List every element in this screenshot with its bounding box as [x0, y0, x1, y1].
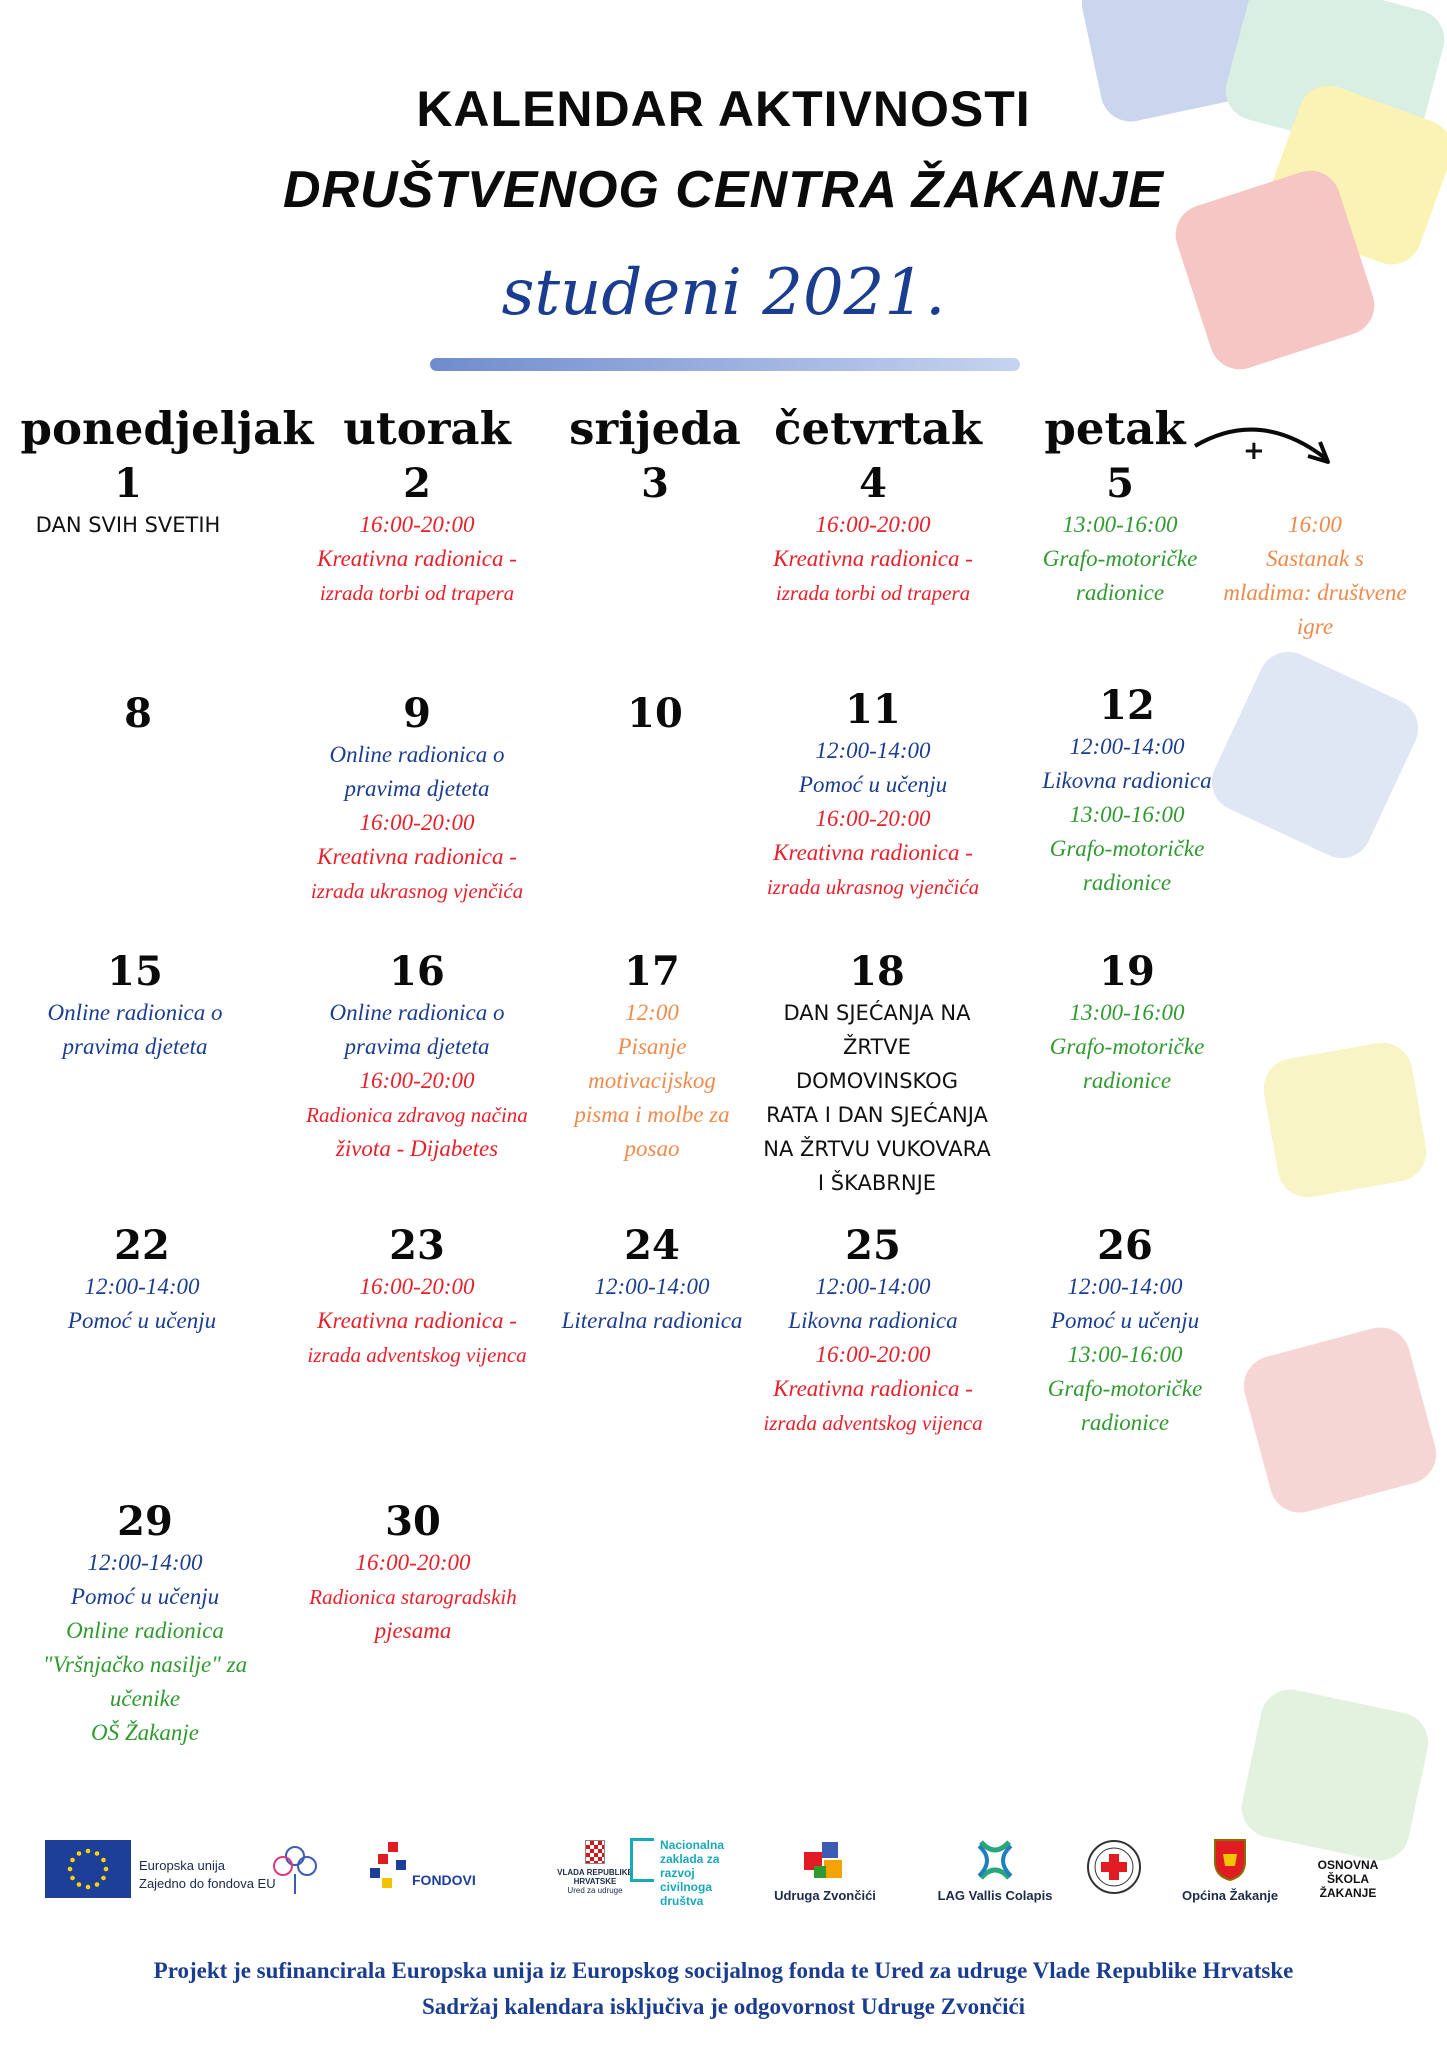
puzzle-icon — [802, 1838, 848, 1882]
day-number: 10 — [627, 690, 683, 737]
day-number: 11 — [845, 686, 901, 733]
lag-caption: LAG Vallis Colapis — [937, 1888, 1053, 1903]
day-number: 5 — [1106, 460, 1134, 507]
event-line: pjesama — [374, 1618, 452, 1643]
event-line: ŽRTVE — [843, 1035, 911, 1059]
event-line: DOMOVINSKOG — [795, 1069, 958, 1093]
day-cell — [8, 690, 268, 738]
event-line: Grafo-motoričke — [1047, 1376, 1203, 1401]
event-line: 12:00 — [625, 1000, 679, 1025]
event-line: Kreativna radionica - — [773, 546, 973, 571]
day-cell — [995, 1222, 1255, 1440]
puzzle-piece-yellow-mid — [1259, 1038, 1431, 1202]
plus-sign: + — [1243, 436, 1265, 466]
coat-of-arms-icon — [1213, 1838, 1247, 1882]
calendar-title: KALENDAR AKTIVNOSTI — [416, 81, 1031, 137]
event-line: Pisanje — [617, 1034, 687, 1059]
day-cell — [743, 1222, 1003, 1440]
fondovi-logo — [370, 1838, 490, 1938]
event-line: 12:00-14:00 — [815, 738, 931, 763]
event-line: Kreativna radionica - — [773, 840, 973, 865]
red-cross-icon — [1085, 1838, 1143, 1896]
weekday-thursday: četvrtak — [774, 402, 982, 455]
nzrcd-caption-3: razvoj — [660, 1866, 695, 1880]
event-line: 16:00-20:00 — [355, 1550, 471, 1575]
weekend-cell — [1185, 508, 1445, 644]
event-line: 13:00-16:00 — [1062, 512, 1178, 537]
day-cell — [287, 948, 547, 1166]
day-number: 15 — [107, 948, 163, 995]
event-line: RATA I DAN SJEĆANJA — [766, 1103, 988, 1127]
event-line: radionice — [1075, 580, 1165, 605]
nzrcd-caption-5: društva — [660, 1894, 704, 1908]
day-number: 30 — [385, 1498, 441, 1545]
day-number: 8 — [124, 690, 152, 737]
event-line: igre — [1296, 614, 1334, 639]
event-line: pravima djeteta — [344, 1034, 490, 1059]
event-line: radionice — [1082, 1068, 1172, 1093]
event-line: Likovna radionica — [1042, 768, 1212, 793]
nzrcd-caption — [660, 1838, 724, 1908]
event-line: 16:00-20:00 — [359, 1068, 475, 1093]
event-line: izrada adventskog vijenca — [763, 1411, 983, 1435]
lag-leaf-icon — [975, 1838, 1015, 1882]
event-line: 12:00-14:00 — [1067, 1274, 1183, 1299]
event-line: radionice — [1080, 1410, 1170, 1435]
event-line: Online radionica — [66, 1618, 224, 1643]
day-cell — [287, 690, 547, 908]
event-line: 16:00-20:00 — [815, 806, 931, 831]
weekday-monday: ponedjeljak — [20, 402, 314, 455]
event-line: OŠ Žakanje — [91, 1720, 199, 1745]
opcina-logo — [1170, 1838, 1290, 1938]
day-number: 19 — [1099, 948, 1155, 995]
day-number: 1 — [114, 460, 142, 507]
event-line: učenike — [109, 1686, 181, 1711]
day-number: 26 — [1097, 1222, 1153, 1269]
event-line: Kreativna radionica - — [773, 1376, 973, 1401]
event-line: Kreativna radionica - — [317, 1308, 517, 1333]
event-line: I ŠKABRNJE — [817, 1171, 937, 1195]
zvoncici-logo — [770, 1838, 880, 1938]
event-line: Kreativna radionica - — [317, 844, 517, 869]
month-heading: studeni 2021. — [501, 256, 946, 330]
event-line: Online radionica o — [329, 742, 505, 767]
event-line: izrada torbi od trapera — [775, 581, 971, 605]
day-cell — [287, 460, 547, 610]
eu-caption-1: Europska unija — [139, 1858, 225, 1873]
lag-logo — [930, 1838, 1060, 1938]
opcina-caption: Općina Žakanje — [1181, 1888, 1279, 1903]
event-line: života - Dijabetes — [335, 1136, 499, 1161]
day-number: 2 — [403, 460, 431, 507]
event-line: 12:00-14:00 — [594, 1274, 710, 1299]
flower-logo — [265, 1838, 325, 1938]
event-line: Online radionica o — [47, 1000, 223, 1025]
event-line: izrada adventskog vijenca — [307, 1343, 527, 1367]
event-line: posao — [624, 1136, 680, 1161]
fondovi-mark-icon — [370, 1842, 415, 1892]
nzrcd-caption-1: Nacionalna — [660, 1838, 725, 1852]
event-line: 16:00-20:00 — [359, 810, 475, 835]
day-cell — [0, 460, 258, 542]
event-line: Pomoć u učenju — [70, 1584, 220, 1609]
event-line: 12:00-14:00 — [87, 1550, 203, 1575]
decorative-divider — [430, 358, 1020, 371]
event-line: 16:00-20:00 — [359, 512, 475, 537]
day-number: 29 — [117, 1498, 173, 1545]
sponsor-logos — [40, 1838, 1420, 1948]
vlada-caption-2: Ured za udruge — [567, 1886, 623, 1895]
day-number: 22 — [114, 1222, 170, 1269]
day-number: 4 — [859, 460, 887, 507]
day-cell — [5, 948, 265, 1064]
day-number: 3 — [641, 460, 669, 507]
calendar-subtitle: DRUŠTVENOG CENTRA ŽAKANJE — [282, 161, 1165, 219]
event-line: Grafo-motoričke — [1042, 546, 1198, 571]
event-line: DAN SJEĆANJA NA — [783, 1001, 971, 1025]
event-line: Literalna radionica — [561, 1308, 743, 1333]
flower-icon — [265, 1838, 325, 1898]
footer-funding-note: Projekt je sufinancirala Europska unija iz Europskog socijalnog fonda te Ured za udruge Vlade Republike Hrvatske — [153, 1958, 1294, 1983]
day-cell — [743, 686, 1003, 904]
event-line: DAN SVIH SVETIH — [35, 513, 221, 537]
event-line: 12:00-14:00 — [815, 1274, 931, 1299]
event-line: Pomoć u učenju — [1050, 1308, 1200, 1333]
event-line: motivacijskog — [588, 1068, 716, 1093]
day-cell — [287, 1222, 547, 1372]
event-line: 12:00-14:00 — [84, 1274, 200, 1299]
eu-caption-2: Zajedno do fondova EU — [139, 1876, 276, 1891]
day-number: 12 — [1099, 682, 1155, 729]
footer-responsibility-note: Sadržaj kalendara isključiva je odgovornost Udruge Zvončići — [421, 1994, 1026, 2019]
weekday-wednesday: srijeda — [569, 402, 741, 455]
nzrcd-caption-2: zaklada za — [660, 1852, 720, 1866]
eu-flag-icon — [45, 1840, 131, 1898]
event-line: Sastanak s — [1266, 546, 1364, 571]
vlada-caption-1: VLADA REPUBLIKE HRVATSKE — [557, 1868, 633, 1886]
event-line: Kreativna radionica - — [317, 546, 517, 571]
event-line: 16:00-20:00 — [359, 1274, 475, 1299]
day-cell — [997, 948, 1257, 1098]
skola-logo — [1298, 1838, 1398, 1938]
event-line: izrada ukrasnog vjenčića — [310, 879, 524, 903]
fondovi-caption: FONDOVI — [412, 1872, 476, 1888]
nzrcd-caption-4: civilnoga — [660, 1880, 713, 1894]
day-number: 17 — [624, 948, 680, 995]
weekday-friday: petak — [1044, 402, 1186, 455]
nzrcd-logo — [630, 1838, 740, 1938]
event-line: "Vršnjačko nasilje" za — [42, 1652, 248, 1677]
event-line: 13:00-16:00 — [1067, 1342, 1183, 1367]
event-line: pravima djeteta — [62, 1034, 208, 1059]
event-line: Grafo-motoričke — [1049, 1034, 1205, 1059]
event-line: NA ŽRTVU VUKOVARA — [763, 1137, 991, 1161]
zvoncici-caption: Udruga Zvončići — [774, 1888, 876, 1903]
puzzle-piece-pink-mid — [1237, 1321, 1443, 1520]
event-line: Radionica starogradskih — [309, 1585, 517, 1609]
day-cell — [12, 1222, 272, 1338]
day-number: 25 — [845, 1222, 901, 1269]
day-number: 24 — [624, 1222, 680, 1269]
event-line: Radionica zdravog načina — [306, 1103, 528, 1127]
skola-caption-1: OSNOVNA — [1317, 1858, 1379, 1872]
event-line: radionice — [1082, 870, 1172, 895]
event-line: mladima: društvene — [1223, 580, 1407, 605]
day-cell — [15, 1498, 275, 1750]
event-line: Pomoć u učenju — [67, 1308, 217, 1333]
event-line: 16:00 — [1288, 512, 1342, 537]
bracket-icon — [630, 1838, 654, 1882]
day-cell — [522, 948, 782, 1166]
event-line: 16:00-20:00 — [815, 1342, 931, 1367]
event-line: 13:00-16:00 — [1069, 1000, 1185, 1025]
day-cell — [747, 948, 1007, 1200]
event-line: izrada torbi od trapera — [319, 581, 515, 605]
event-line: Online radionica o — [329, 1000, 505, 1025]
event-line: 12:00-14:00 — [1069, 734, 1185, 759]
skola-caption-2: ŠKOLA — [1327, 1872, 1369, 1886]
day-number: 23 — [389, 1222, 445, 1269]
event-line: Likovna radionica — [788, 1308, 958, 1333]
day-number: 18 — [849, 948, 905, 995]
day-number: 9 — [403, 690, 431, 737]
day-number: 16 — [389, 948, 445, 995]
event-line: pravima djeteta — [344, 776, 490, 801]
event-line: Pomoć u učenju — [798, 772, 948, 797]
eu-logo — [45, 1838, 276, 1938]
day-cell — [997, 682, 1257, 900]
day-cell — [283, 1498, 543, 1648]
event-line: izrada ukrasnog vjenčića — [766, 875, 980, 899]
event-line: pisma i molbe za — [574, 1102, 730, 1127]
event-line: 13:00-16:00 — [1069, 802, 1185, 827]
croatian-coat-of-arms-icon — [585, 1840, 605, 1864]
skola-caption-3: ŽAKANJE — [1319, 1886, 1377, 1900]
event-line: 16:00-20:00 — [815, 512, 931, 537]
red-cross-logo — [1085, 1838, 1145, 1938]
event-line: Grafo-motoričke — [1049, 836, 1205, 861]
day-cell — [743, 460, 1003, 610]
weekday-tuesday: utorak — [343, 402, 511, 455]
